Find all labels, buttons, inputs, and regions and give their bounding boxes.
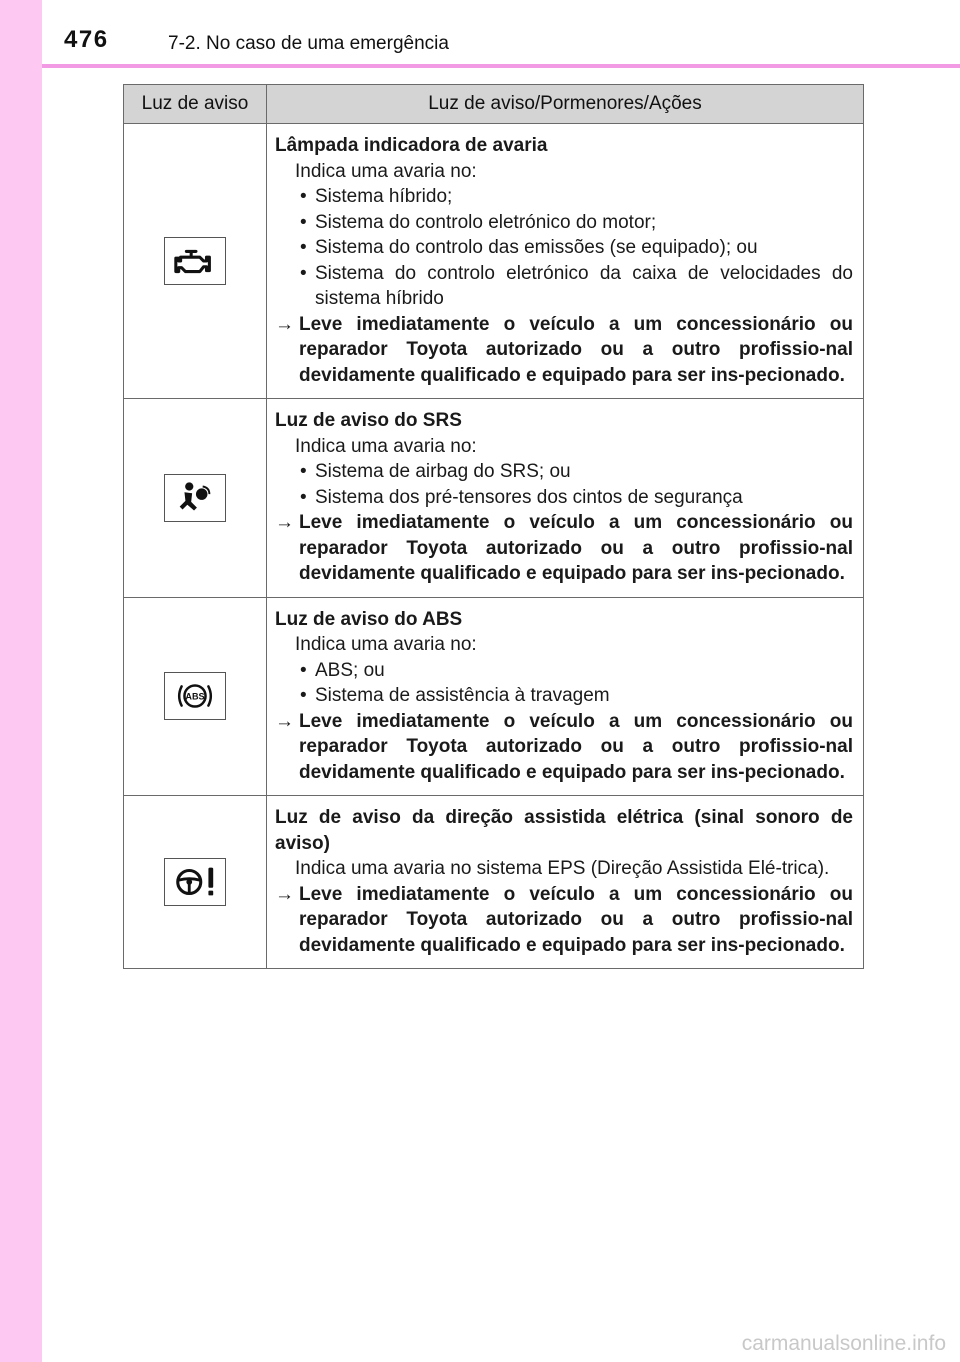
list-item: • Sistema híbrido; [295,184,853,210]
cause-list [275,459,853,510]
list-item: • Sistema do controlo das emissões (se equipado); ou [295,235,853,261]
table-row [124,124,864,399]
cause-list [275,184,853,312]
icon-cell [124,597,267,796]
page-number: 476 [64,26,109,53]
list-item: • Sistema do controlo eletrónico do motor; [295,210,853,236]
list-item: • Sistema de assistência à travagem [295,683,853,709]
arrow-icon: → [275,313,294,335]
list-item: • Sistema de airbag do SRS; ou [295,459,853,485]
action-instruction: Leve imediatamente o veículo a um concessionário ou reparador Toyota autorizado ou a outro profissio-nal devidamente qualificado e equipado para ser ins-pecionado. [299,512,853,584]
icon-cell [124,124,267,399]
watermark: carmanualsonline.info [741,1332,946,1355]
detail-cell [267,124,864,399]
action-instruction: Leve imediatamente o veículo a um concessionário ou reparador Toyota autorizado ou a outro profissio-nal devidamente qualificado e equipado para ser ins-pecionado. [299,710,853,783]
warning-intro: Indica uma avaria no: [295,160,477,182]
list-item: • Sistema do controlo eletrónico da caixa de velocidades do sistema híbrido [295,261,853,312]
table-header-row [124,85,864,124]
srs-airbag-icon [164,474,226,522]
icon-cell [124,399,267,598]
arrow-icon: → [275,710,294,732]
warning-title: Luz de aviso do ABS [275,608,463,630]
arrow-icon: → [275,883,294,905]
table-row [124,796,864,969]
detail-cell [267,399,864,598]
abs-icon-label: ABS [185,691,205,702]
list-item: • ABS; ou [295,658,853,684]
action-text [275,510,853,587]
action-instruction: Leve imediatamente o veículo a um concessionário ou reparador Toyota autorizado ou a outro profissio-nal devidamente qualificado e equipado para ser ins-pecionado. [299,883,853,956]
list-item: • Sistema dos pré-tensores dos cintos de segurança [295,485,853,511]
column-header-detail: Luz de aviso/Pormenores/Ações [267,85,864,124]
warning-title: Luz de aviso do SRS [275,410,462,431]
warning-title: Lâmpada indicadora de avaria [275,135,548,156]
action-instruction: Leve imediatamente o veículo a um concessionário ou reparador Toyota autorizado ou a outro profissio-nal devidamente qualificado e equipado para ser ins-pecionado. [299,313,853,386]
detail-cell [267,597,864,796]
left-color-band [0,0,42,1362]
arrow-icon: → [275,512,294,533]
page-header [42,0,960,64]
cause-list [275,658,853,709]
power-steering-warning-icon [164,858,226,906]
section-title: 7-2. No caso de uma emergência [168,33,449,54]
warning-intro: Indica uma avaria no: [295,435,477,457]
table-row [124,597,864,796]
warning-intro: Indica uma avaria no sistema EPS (Direção Assistida Elé-trica). [295,858,830,879]
action-text [275,312,853,389]
check-engine-icon [164,237,226,285]
column-header-icon: Luz de aviso [124,85,267,124]
warning-lights-table [123,84,864,969]
warning-intro: Indica uma avaria no: [295,634,477,655]
icon-cell [124,796,267,969]
table-row [124,399,864,598]
action-text [275,882,853,959]
warning-title: Luz de aviso da direção assistida elétrica (sinal sonoro de aviso) [275,807,853,854]
header-rule [42,64,960,68]
action-text [275,709,853,786]
detail-cell [267,796,864,969]
abs-icon [164,672,226,720]
